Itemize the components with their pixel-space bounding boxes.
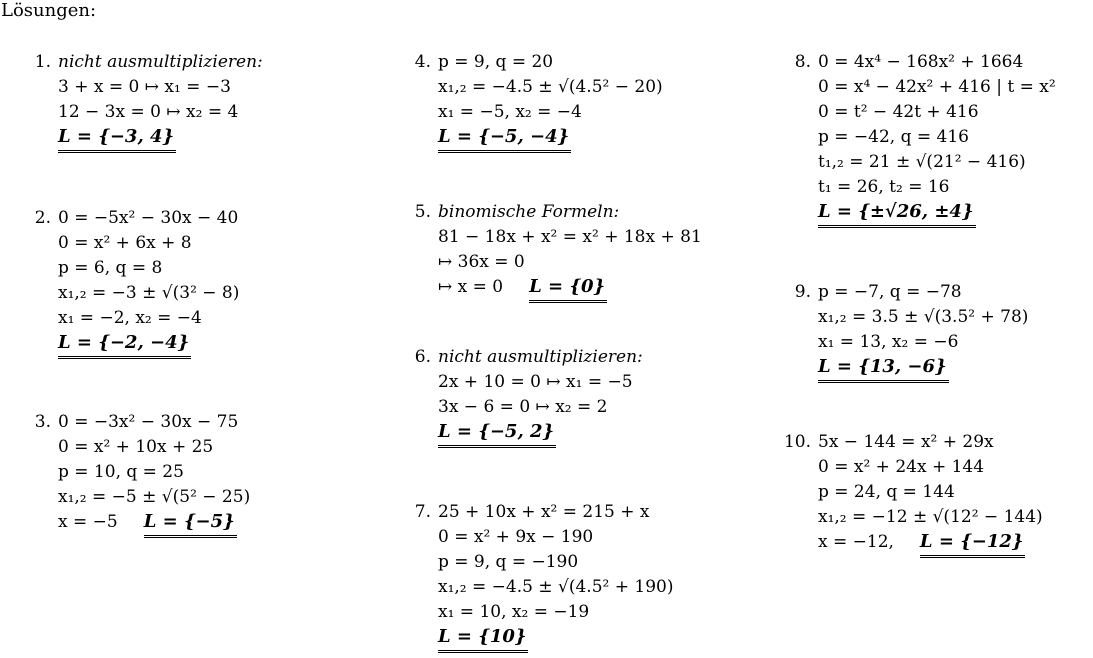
step-line: ↦ 36x = 0: [438, 252, 525, 272]
step-line: 0 = x⁴ − 42x² + 416 | t = x²: [818, 77, 1056, 97]
step-line: 0 = x² + 6x + 8: [58, 233, 192, 253]
solution-3: [34, 410, 251, 543]
step-line: 0 = x² + 24x + 144: [818, 457, 985, 477]
answer-line: [58, 510, 250, 543]
step-line: p = −7, q = −78: [818, 282, 962, 302]
problem-number: 6.: [414, 347, 431, 367]
solution-set: L = {−2, −4}: [58, 331, 191, 359]
solution-9: [794, 280, 1029, 388]
solution-set: L = {13, −6}: [818, 355, 949, 383]
step-line: p = 9, q = −190: [438, 552, 579, 572]
step-line: 12 − 3x = 0 ↦ x₂ = 4: [58, 102, 239, 122]
step-line: 0 = x² + 10x + 25: [58, 437, 214, 457]
step-line: 0 = t² − 42t + 416: [818, 102, 979, 122]
step-line: p = 10, q = 25: [58, 462, 184, 482]
step-line: x₁,₂ = −4.5 ± √(4.5² − 20): [438, 77, 663, 97]
problem-number: 7.: [414, 502, 431, 522]
solution-set: L = {±√26, ±4}: [818, 200, 976, 228]
step-line: p = 6, q = 8: [58, 258, 163, 278]
step-line: x₁,₂ = −12 ± √(12² − 144): [818, 507, 1043, 527]
step-line: p = 9, q = 20: [438, 52, 554, 72]
step-line: t₁ = 26, t₂ = 16: [818, 177, 950, 197]
solution-2: [34, 206, 240, 364]
problem-number: 2.: [34, 208, 51, 228]
answer-line: [818, 355, 1028, 388]
answer-line: [438, 420, 643, 453]
step-line: 3 + x = 0 ↦ x₁ = −3: [58, 77, 231, 97]
step-line: x₁ = −5, x₂ = −4: [438, 102, 582, 122]
step-line: 0 = 4x⁴ − 168x² + 1664: [818, 52, 1024, 72]
problem-number: 1.: [34, 52, 51, 72]
step-line: 81 − 18x + x² = x² + 18x + 81: [438, 227, 702, 247]
solution-set: L = {−5, 2}: [438, 420, 556, 448]
answer-line: [58, 125, 263, 158]
problem-number: 8.: [794, 52, 811, 72]
step-line: 0 = −5x² − 30x − 40: [58, 208, 239, 228]
answer-line: [818, 200, 1056, 233]
solution-8: [794, 50, 1056, 233]
solution-set: L = {10}: [438, 625, 528, 653]
step-line: nicht ausmultiplizieren:: [438, 347, 643, 367]
solution-6: [414, 345, 643, 453]
step-line: x₁ = 10, x₂ = −19: [438, 602, 590, 622]
answer-prefix: x = −5: [58, 512, 118, 532]
page-title: Lösungen:: [1, 0, 97, 21]
problem-number: 10.: [783, 432, 811, 452]
step-line: x₁ = 13, x₂ = −6: [818, 332, 959, 352]
step-line: t₁,₂ = 21 ± √(21² − 416): [818, 152, 1026, 172]
answer-line: [438, 625, 673, 658]
step-line: 0 = −3x² − 30x − 75: [58, 412, 239, 432]
step-line: 2x + 10 = 0 ↦ x₁ = −5: [438, 372, 633, 392]
solution-set: L = {0}: [529, 275, 607, 303]
step-line: 5x − 144 = x² + 29x: [818, 432, 994, 452]
solution-set: L = {−3, 4}: [58, 125, 176, 153]
step-line: p = −42, q = 416: [818, 127, 969, 147]
step-line: x₁,₂ = 3.5 ± √(3.5² + 78): [818, 307, 1029, 327]
step-line: p = 24, q = 144: [818, 482, 955, 502]
solution-set: L = {−5}: [144, 510, 237, 538]
step-line: x₁,₂ = −3 ± √(3² − 8): [58, 283, 240, 303]
answer-line: [818, 530, 1043, 563]
step-line: x₁ = −2, x₂ = −4: [58, 308, 202, 328]
answer-line: [58, 331, 239, 364]
answer-line: [438, 125, 663, 158]
problem-number: 5.: [414, 202, 431, 222]
solution-set: L = {−5, −4}: [438, 125, 571, 153]
problem-number: 3.: [34, 412, 51, 432]
step-line: x₁,₂ = −5 ± √(5² − 25): [58, 487, 251, 507]
solution-4: [414, 50, 663, 158]
step-line: nicht ausmultiplizieren:: [58, 52, 263, 72]
solution-set: L = {−12}: [920, 530, 1026, 558]
solution-5: [414, 200, 702, 308]
step-line: 25 + 10x + x² = 215 + x: [438, 502, 650, 522]
step-line: x₁,₂ = −4.5 ± √(4.5² + 190): [438, 577, 674, 597]
answer-prefix: x = −12,: [818, 532, 894, 552]
answer-prefix: ↦ x = 0: [438, 277, 504, 297]
solution-7: [414, 500, 674, 658]
step-line: binomische Formeln:: [438, 202, 620, 222]
answer-line: [438, 275, 702, 308]
problem-number: 9.: [794, 282, 811, 302]
step-line: 3x − 6 = 0 ↦ x₂ = 2: [438, 397, 608, 417]
step-line: 0 = x² + 9x − 190: [438, 527, 594, 547]
problem-number: 4.: [414, 52, 431, 72]
solution-1: [34, 50, 263, 158]
solution-10: [783, 430, 1043, 563]
